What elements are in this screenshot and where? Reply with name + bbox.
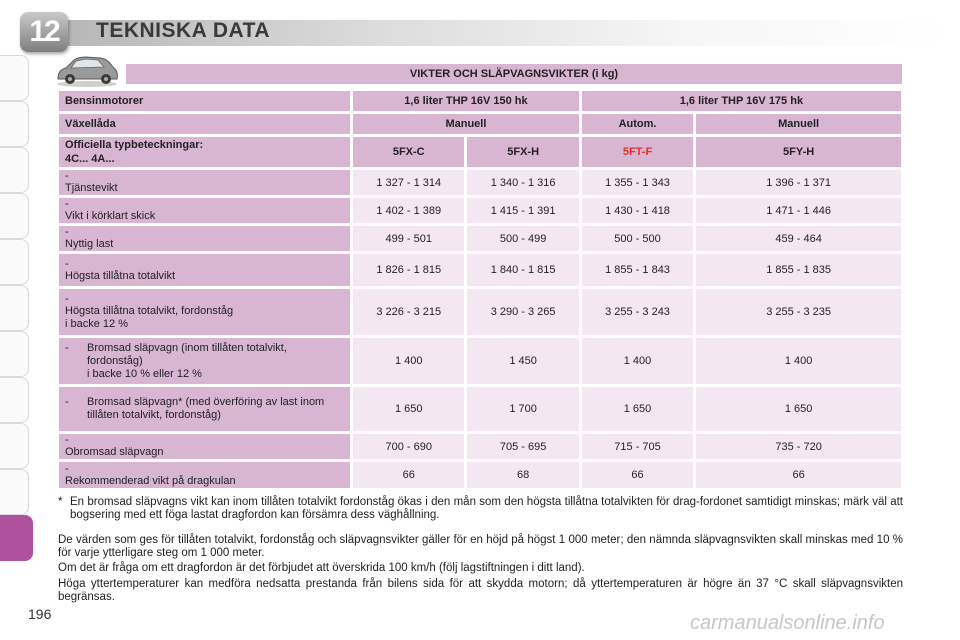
type-code: 5FY-H (696, 137, 901, 167)
chapter-tab[interactable] (0, 193, 29, 239)
chapter-tab[interactable] (0, 55, 29, 101)
cell-value: 1 402 - 1 389 (353, 198, 464, 223)
cell-value: 3 255 - 3 243 (582, 289, 693, 335)
row-label (59, 434, 350, 459)
engine-175hk: 1,6 liter THP 16V 175 hk (582, 91, 901, 111)
row-dash: - (65, 434, 69, 446)
row-label-text (65, 305, 325, 331)
cell-value: 1 826 - 1 815 (353, 254, 464, 286)
cell-value: 1 415 - 1 391 (467, 198, 578, 223)
row-dash: - (65, 293, 69, 305)
cell-value: 500 - 500 (582, 226, 693, 251)
chapter-number-badge: 12 (20, 12, 68, 52)
row-dash: - (65, 257, 69, 270)
type-label-line2: 4C... 4A... (65, 153, 115, 165)
table-row (59, 198, 901, 223)
gearbox-manual: Manuell (353, 114, 579, 134)
row-dash: - (65, 396, 69, 408)
row-dash: - (65, 226, 69, 238)
gearbox-row (59, 114, 901, 134)
footnote (58, 496, 903, 522)
row-label-line: i backe 12 % (65, 318, 128, 330)
car-icon (54, 54, 120, 88)
row-label-text: Nyttig last (65, 238, 114, 250)
row-label-text: Vikt i körklart skick (65, 210, 156, 222)
page-number: 196 (28, 606, 52, 622)
cell-value: 1 400 (582, 338, 693, 384)
type-label-line1: Officiella typbeteckningar: (65, 139, 204, 151)
row-label-text: Bromsad släpvagn* (med överföring av last inom tillåten totalvikt, fordonståg) (87, 396, 325, 421)
row-label (59, 462, 350, 488)
row-dash: - (65, 341, 69, 354)
gearbox-manual-2: Manuell (696, 114, 901, 134)
chapter-tab[interactable] (0, 147, 29, 193)
row-label (59, 338, 350, 384)
table-row (59, 338, 901, 384)
chapter-tab[interactable] (0, 469, 29, 515)
cell-value: 1 450 (467, 338, 578, 384)
cell-value: 459 - 464 (696, 226, 901, 251)
row-label-line: i backe 10 % eller 12 % (87, 367, 202, 380)
cell-value: 1 327 - 1 314 (353, 170, 464, 195)
gearbox-auto: Autom. (582, 114, 693, 134)
table-row (59, 170, 901, 195)
row-label (59, 289, 350, 335)
chapter-tab[interactable] (0, 239, 29, 285)
type-code: 5FX-C (353, 137, 464, 167)
row-label-text: Högsta tillåtna totalvikt (65, 269, 176, 282)
cell-value: 705 - 695 (467, 434, 578, 459)
cell-value: 3 226 - 3 215 (353, 289, 464, 335)
row-label-text: Rekommenderad vikt på dragkulan (65, 474, 236, 487)
chapter-tab[interactable] (0, 423, 29, 469)
cell-value: 3 290 - 3 265 (467, 289, 578, 335)
table-row (59, 434, 901, 459)
cell-value: 66 (353, 462, 464, 488)
cell-value: 66 (696, 462, 901, 488)
page-title: TEKNISKA DATA (96, 19, 271, 42)
type-code-highlight: 5FT-F (582, 137, 693, 167)
row-label (59, 387, 350, 431)
table-row (59, 462, 901, 488)
cell-value: 735 - 720 (696, 434, 901, 459)
table-row (59, 226, 901, 251)
watermark: carmanualsonline.info (690, 612, 885, 634)
type-label (59, 137, 350, 167)
cell-value: 1 650 (353, 387, 464, 431)
chapter-tab-active[interactable] (0, 515, 33, 561)
row-label (59, 226, 350, 251)
chapter-tab[interactable] (0, 331, 29, 377)
cell-value: 1 650 (582, 387, 693, 431)
cell-value: 66 (582, 462, 693, 488)
table-row (59, 289, 901, 335)
row-label (59, 170, 350, 195)
row-label-line: Bromsad släpvagn (inom tillåten totalvikt, fordonståg) (87, 341, 287, 367)
engine-label: Bensinmotorer (59, 91, 350, 111)
footnote-text: En bromsad släpvagns vikt kan inom tillåten totalvikt fordonståg ökas i den mån som den högsta tillåtna totalvikten för drag-fordonet samtidigt minskas; märk väl att bogsering med ett föga lastat dragfordon kan försämra dess väghållning. (70, 496, 903, 521)
cell-value: 1 855 - 1 843 (582, 254, 693, 286)
chapter-tab[interactable] (0, 101, 29, 147)
cell-value: 1 840 - 1 815 (467, 254, 578, 286)
type-code: 5FX-H (467, 137, 578, 167)
row-label-text: Tjänstevikt (65, 182, 118, 194)
table-row (59, 254, 901, 286)
paragraph-altitude: De värden som ges för tillåten totalvikt, fordonståg och släpvagnsvikter gäller för en höjd på högst 1 000 meter; den nämnda släpvagnsvikten skall minskas med 10 % för varje ytterligare steg om 1 000 meter. (58, 534, 903, 559)
engine-150hk: 1,6 liter THP 16V 150 hk (353, 91, 579, 111)
cell-value: 1 400 (353, 338, 464, 384)
table-title: VIKTER OCH SLÄPVAGNSVIKTER (i kg) (126, 64, 902, 84)
cell-value: 715 - 705 (582, 434, 693, 459)
chapter-tab[interactable] (0, 285, 29, 331)
cell-value: 500 - 499 (467, 226, 578, 251)
cell-value: 1 471 - 1 446 (696, 198, 901, 223)
type-row (59, 137, 901, 167)
cell-value: 1 650 (696, 387, 901, 431)
row-label-line: Högsta tillåtna totalvikt, fordonståg (65, 305, 234, 317)
row-dash: - (65, 198, 69, 210)
paragraph-speed: Om det är fråga om ett dragfordon är det förbjudet att överskrida 100 km/h (följ lagstiftningen i ditt land). (58, 562, 585, 574)
cell-value: 499 - 501 (353, 226, 464, 251)
weights-table (56, 88, 904, 491)
cell-value: 3 255 - 3 235 (696, 289, 901, 335)
cell-value: 700 - 690 (353, 434, 464, 459)
row-label (59, 198, 350, 223)
paragraph-temperature: Höga yttertemperaturer kan medföra nedsatta prestanda från bilens sida för att skydda motorn; då yttertemperaturen är högre än 37 °C skall släpvagnsvikten begränsas. (58, 578, 903, 603)
chapter-tab[interactable] (0, 377, 29, 423)
cell-value: 1 396 - 1 371 (696, 170, 901, 195)
cell-value: 1 700 (467, 387, 578, 431)
row-label-text: Obromsad släpvagn (65, 446, 164, 458)
row-dash: - (65, 462, 69, 475)
cell-value: 1 340 - 1 316 (467, 170, 578, 195)
chapter-tabs (0, 55, 30, 535)
footnote-marker: * (58, 496, 63, 508)
cell-value: 1 355 - 1 343 (582, 170, 693, 195)
engine-row (59, 91, 901, 111)
cell-value: 1 430 - 1 418 (582, 198, 693, 223)
table-row (59, 387, 901, 431)
row-label (59, 254, 350, 286)
cell-value: 68 (467, 462, 578, 488)
row-dash: - (65, 170, 69, 182)
row-label-text (87, 342, 317, 381)
gearbox-label: Växellåda (59, 114, 350, 134)
cell-value: 1 855 - 1 835 (696, 254, 901, 286)
cell-value: 1 400 (696, 338, 901, 384)
